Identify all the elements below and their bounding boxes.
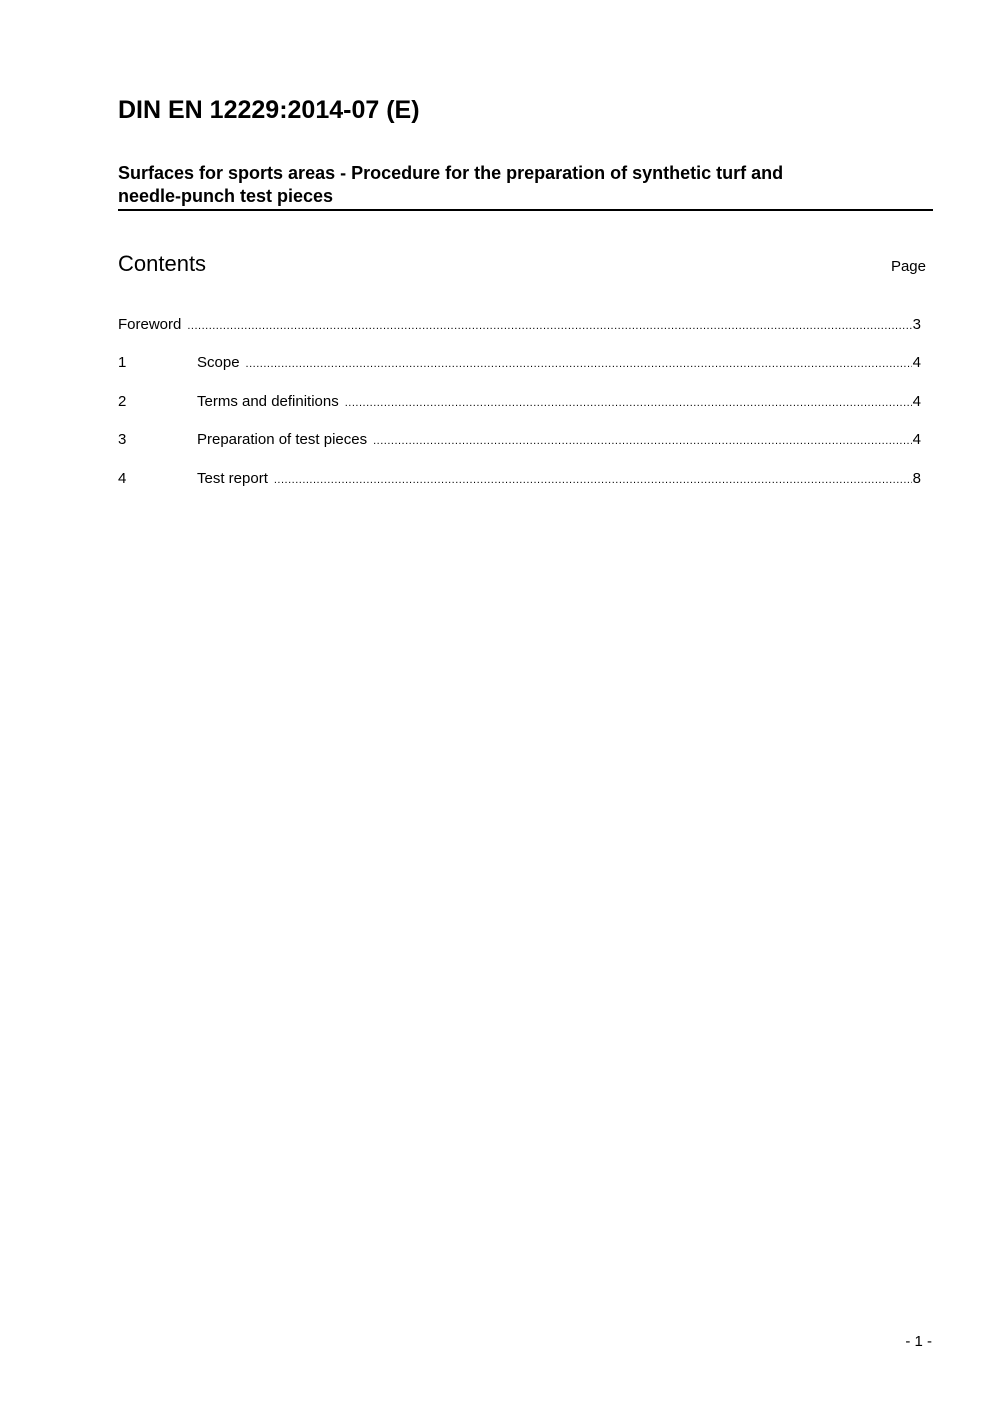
toc-entry-title: Terms and definitions (197, 392, 339, 410)
toc-entry-terms-and-definitions[interactable] (118, 392, 921, 430)
contents-heading: Contents (118, 251, 207, 276)
toc-entry-number: 4 (118, 469, 127, 487)
toc-entry-test-report[interactable] (118, 469, 921, 507)
toc-dot-leader (373, 431, 912, 451)
toc-entry-foreword[interactable] (118, 315, 921, 353)
page-number: - 1 - (905, 1333, 932, 1350)
page-column-label: Page (890, 258, 926, 275)
table-of-contents (118, 315, 921, 507)
toc-dot-leader (274, 470, 912, 490)
toc-entry-title: Test report (197, 469, 268, 487)
toc-entry-page: 4 (912, 392, 921, 410)
toc-entry-page: 3 (912, 316, 921, 333)
toc-entry-title: Scope (197, 354, 240, 372)
document-title: DIN EN 12229:2014-07 (E) (118, 96, 420, 124)
toc-entry-page: 8 (912, 469, 921, 487)
toc-entry-title: Preparation of test pieces (197, 431, 368, 449)
subtitle-line: Surfaces for sports areas - Procedure for the preparation of synthetic turf and (118, 163, 784, 183)
toc-dot-leader (345, 393, 912, 413)
toc-dot-leader (187, 316, 911, 336)
toc-entry-number: 3 (118, 431, 127, 449)
toc-entry-scope[interactable] (118, 353, 921, 391)
toc-entry-preparation-of-test-pieces[interactable] (118, 430, 921, 468)
toc-entry-page: 4 (912, 431, 921, 449)
document-subtitle (118, 162, 933, 211)
toc-entry-number: 1 (118, 354, 127, 372)
toc-entry-number: 2 (118, 392, 127, 410)
toc-entry-page: 4 (912, 354, 921, 372)
subtitle-line: needle-punch test pieces (118, 186, 334, 206)
toc-entry-title: Foreword (118, 316, 182, 333)
toc-dot-leader (246, 354, 912, 374)
